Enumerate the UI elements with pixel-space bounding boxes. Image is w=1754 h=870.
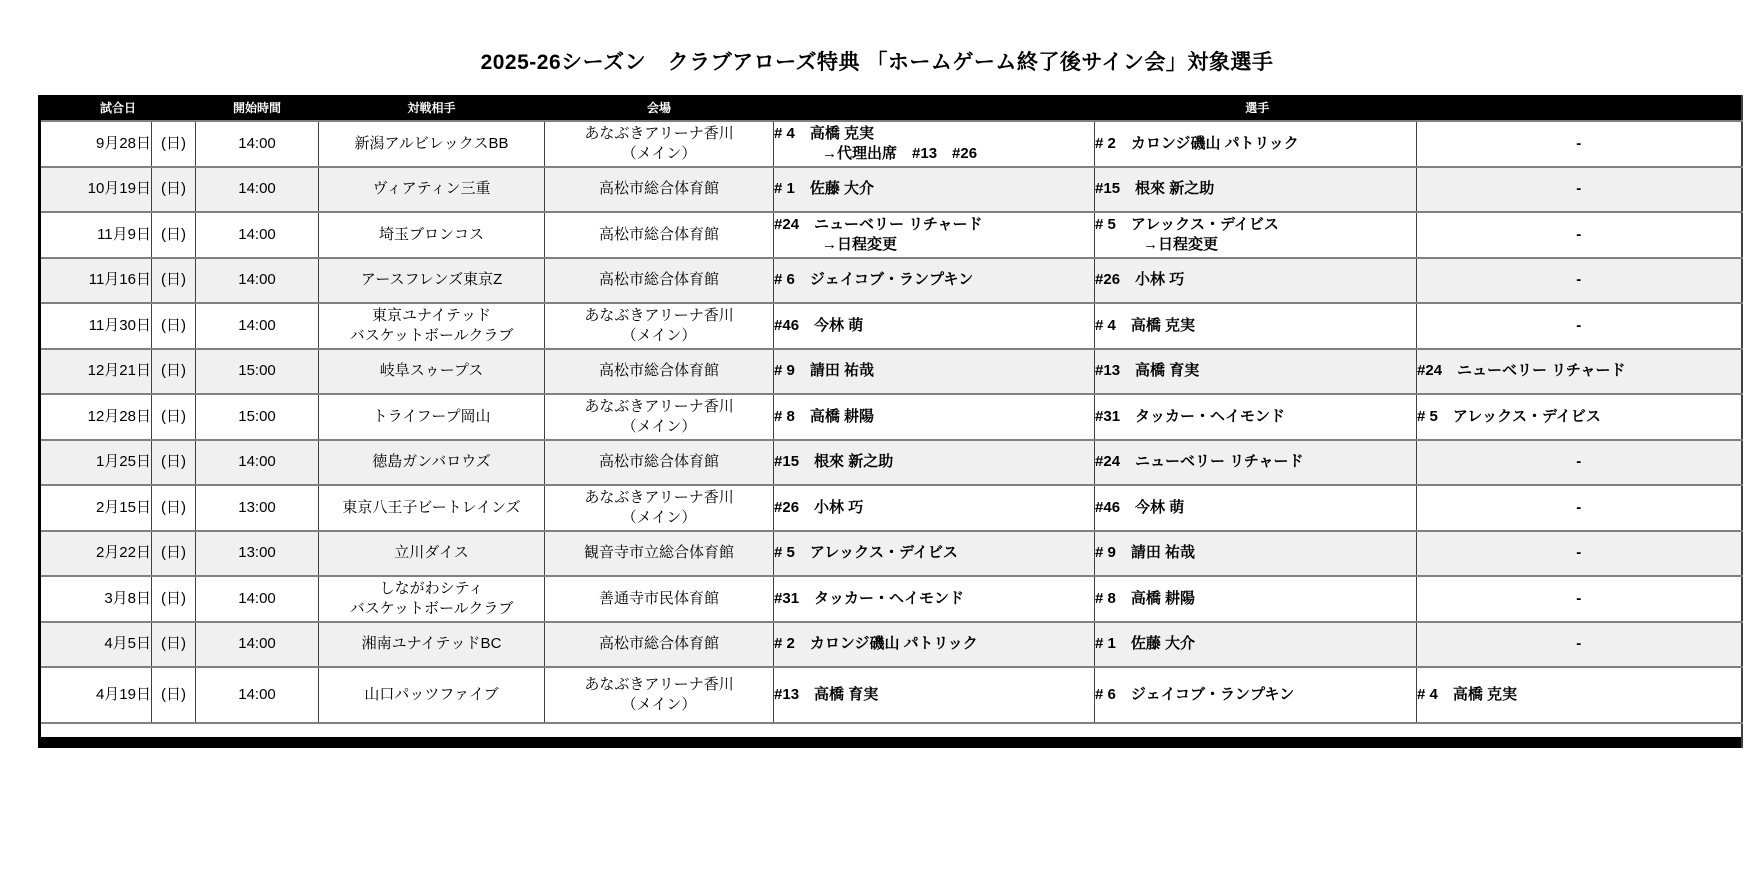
weekday-cell xyxy=(152,303,196,349)
header-players: 選手 xyxy=(774,96,1742,121)
player1-cell-line: # 5 アレックス・デイビス xyxy=(774,544,958,561)
weekday-cell-line: (日) xyxy=(161,685,186,703)
date-cell-line: 2月15日 xyxy=(95,498,151,516)
date-cell-line: 2月22日 xyxy=(95,544,151,561)
opponent-cell xyxy=(319,121,545,167)
player1-cell-line: # 8 高橋 耕陽 xyxy=(774,407,875,425)
opponent-cell xyxy=(319,167,545,212)
weekday-cell-line: (日) xyxy=(161,498,186,516)
time-cell-line: 14:00 xyxy=(238,453,276,470)
venue-cell-line: （メイン） xyxy=(621,508,697,526)
time-cell xyxy=(196,349,319,394)
venue-cell-line: 高松市総合体育館 xyxy=(599,271,720,288)
player1-cell xyxy=(774,576,1095,622)
date-cell-line: 11月16日 xyxy=(88,271,151,288)
player2-cell xyxy=(1095,531,1417,576)
date-cell-line: 9月28日 xyxy=(95,134,151,152)
opponent-cell-line: ヴィアティン三重 xyxy=(372,180,491,197)
player3-cell xyxy=(1417,622,1742,667)
weekday-cell-line: (日) xyxy=(161,316,186,334)
player1-cell xyxy=(774,531,1095,576)
opponent-cell-line: 新潟アルビレックスBB xyxy=(354,134,509,152)
table-row xyxy=(40,531,1742,576)
player2-cell-line: #15 根來 新之助 xyxy=(1095,180,1215,197)
weekday-cell xyxy=(152,394,196,440)
header-date: 試合日 xyxy=(40,96,196,121)
time-cell xyxy=(196,531,319,576)
opponent-cell-line: 東京ユナイテッド xyxy=(372,306,491,324)
table-row xyxy=(40,485,1742,531)
venue-cell-line: あなぶきアリーナ香川 xyxy=(584,675,734,693)
venue-cell-line: （メイン） xyxy=(621,417,697,435)
time-cell-line: 14:00 xyxy=(238,589,276,607)
time-cell xyxy=(196,121,319,167)
player2-cell xyxy=(1095,258,1417,303)
date-cell-line: 4月19日 xyxy=(95,685,151,703)
date-cell-line: 11月30日 xyxy=(88,316,151,334)
table-row xyxy=(40,303,1742,349)
venue-cell xyxy=(545,531,774,576)
weekday-cell xyxy=(152,622,196,667)
time-cell-line: 15:00 xyxy=(238,407,276,425)
opponent-cell-line: 山口パッツファイブ xyxy=(364,685,499,703)
weekday-cell xyxy=(152,121,196,167)
venue-cell xyxy=(545,667,774,723)
player2-cell-line: # 4 高橋 克実 xyxy=(1095,316,1196,334)
time-cell xyxy=(196,303,319,349)
player2-cell-line: # 1 佐藤 大介 xyxy=(1095,635,1196,652)
player1-cell xyxy=(774,349,1095,394)
player1-cell xyxy=(774,303,1095,349)
date-cell xyxy=(40,531,152,576)
schedule-table-body xyxy=(40,121,1742,723)
table-row xyxy=(40,622,1742,667)
player1-cell-line: #13 高橋 育実 xyxy=(774,685,879,703)
time-cell-line: 14:00 xyxy=(238,225,276,243)
table-footer xyxy=(40,723,1742,748)
player3-cell-line: - xyxy=(1576,316,1582,334)
player2-cell xyxy=(1095,576,1417,622)
time-cell-line: 13:00 xyxy=(238,544,276,561)
time-cell xyxy=(196,576,319,622)
player2-cell-line: # 9 請田 祐哉 xyxy=(1095,544,1196,561)
time-cell-line: 13:00 xyxy=(238,498,276,516)
weekday-cell-line: (日) xyxy=(161,362,186,379)
player1-cell xyxy=(774,667,1095,723)
time-cell-line: 14:00 xyxy=(238,685,276,703)
opponent-cell-line: バスケットボールクラブ xyxy=(349,599,514,617)
player2-cell xyxy=(1095,212,1417,258)
player2-cell-line: →日程変更 xyxy=(1143,235,1219,253)
weekday-cell xyxy=(152,667,196,723)
time-cell xyxy=(196,212,319,258)
weekday-cell xyxy=(152,440,196,485)
opponent-cell-line: 岐阜スゥープス xyxy=(379,362,484,379)
table-row xyxy=(40,394,1742,440)
table-bottom-bar xyxy=(40,737,1742,748)
opponent-cell-line: バスケットボールクラブ xyxy=(349,326,514,344)
weekday-cell xyxy=(152,212,196,258)
weekday-cell xyxy=(152,485,196,531)
player3-cell xyxy=(1417,121,1742,167)
player1-cell xyxy=(774,212,1095,258)
player3-cell-line: #24 ニューベリー リチャード xyxy=(1417,362,1626,379)
time-cell-line: 14:00 xyxy=(238,180,276,197)
venue-cell-line: （メイン） xyxy=(621,695,697,713)
header-opponent: 対戦相手 xyxy=(319,96,545,121)
venue-cell-line: あなぶきアリーナ香川 xyxy=(584,124,734,142)
table-header-row xyxy=(40,96,1742,121)
weekday-cell-line: (日) xyxy=(161,589,186,607)
page-title: 2025-26シーズン クラブアローズ特典 「ホームゲーム終了後サイン会」対象選手 xyxy=(480,51,1274,74)
player3-cell xyxy=(1417,212,1742,258)
opponent-cell xyxy=(319,667,545,723)
player2-cell xyxy=(1095,167,1417,212)
opponent-cell xyxy=(319,258,545,303)
player1-cell-line: # 1 佐藤 大介 xyxy=(774,180,875,197)
table-row xyxy=(40,576,1742,622)
time-cell-line: 14:00 xyxy=(238,316,276,334)
player1-cell-line: #24 ニューベリー リチャード xyxy=(774,215,983,233)
player3-cell xyxy=(1417,258,1742,303)
venue-cell-line: あなぶきアリーナ香川 xyxy=(584,306,734,324)
weekday-cell xyxy=(152,167,196,212)
date-cell-line: 4月5日 xyxy=(104,635,151,652)
opponent-cell xyxy=(319,622,545,667)
player3-cell xyxy=(1417,167,1742,212)
opponent-cell xyxy=(319,212,545,258)
player3-cell xyxy=(1417,531,1742,576)
venue-cell xyxy=(545,394,774,440)
venue-cell-line: あなぶきアリーナ香川 xyxy=(584,488,734,506)
weekday-cell-line: (日) xyxy=(161,134,186,152)
weekday-cell-line: (日) xyxy=(161,271,186,288)
player1-cell-line: # 2 カロンジ磯山 パトリック xyxy=(774,635,978,652)
player1-cell-line: →代理出席 #13 #26 xyxy=(822,144,978,162)
schedule-table xyxy=(38,95,1743,748)
time-cell-line: 15:00 xyxy=(238,362,276,379)
player2-cell xyxy=(1095,440,1417,485)
date-cell-line: 12月28日 xyxy=(87,407,151,425)
weekday-cell-line: (日) xyxy=(161,453,186,470)
time-cell xyxy=(196,485,319,531)
player2-cell-line: #46 今林 萌 xyxy=(1095,498,1185,516)
opponent-cell xyxy=(319,303,545,349)
player2-cell-line: # 5 アレックス・デイビス xyxy=(1095,215,1279,233)
venue-cell-line: 観音寺市立総合体育館 xyxy=(584,544,735,561)
table-row xyxy=(40,121,1742,167)
time-cell xyxy=(196,167,319,212)
venue-cell xyxy=(545,258,774,303)
player2-cell xyxy=(1095,622,1417,667)
player3-cell-line: # 5 アレックス・デイビス xyxy=(1417,407,1601,425)
player1-cell xyxy=(774,440,1095,485)
date-cell xyxy=(40,576,152,622)
time-cell xyxy=(196,258,319,303)
player2-cell-line: #31 タッカー・ヘイモンド xyxy=(1095,407,1286,425)
venue-cell-line: 高松市総合体育館 xyxy=(599,225,720,243)
weekday-cell-line: (日) xyxy=(161,180,186,197)
table-row xyxy=(40,258,1742,303)
player3-cell-line: - xyxy=(1576,544,1582,561)
table-row xyxy=(40,212,1742,258)
player1-cell xyxy=(774,167,1095,212)
opponent-cell xyxy=(319,394,545,440)
player2-cell-line: # 6 ジェイコブ・ランプキン xyxy=(1095,685,1295,703)
player1-cell-line: # 6 ジェイコブ・ランプキン xyxy=(774,271,974,288)
player2-cell xyxy=(1095,303,1417,349)
player1-cell xyxy=(774,258,1095,303)
weekday-cell xyxy=(152,349,196,394)
opponent-cell-line: 立川ダイス xyxy=(394,544,469,561)
time-cell xyxy=(196,622,319,667)
player2-cell xyxy=(1095,485,1417,531)
player1-cell xyxy=(774,485,1095,531)
date-cell xyxy=(40,167,152,212)
venue-cell xyxy=(545,212,774,258)
date-cell xyxy=(40,667,152,723)
player2-cell-line: # 2 カロンジ磯山 パトリック xyxy=(1095,134,1299,152)
date-cell-line: 11月9日 xyxy=(97,225,151,243)
time-cell-line: 14:00 xyxy=(238,271,276,288)
player2-cell xyxy=(1095,667,1417,723)
opponent-cell xyxy=(319,485,545,531)
venue-cell xyxy=(545,485,774,531)
venue-cell-line: あなぶきアリーナ香川 xyxy=(584,397,734,415)
player1-cell-line: #31 タッカー・ヘイモンド xyxy=(774,589,965,607)
player3-cell xyxy=(1417,485,1742,531)
header-venue: 会場 xyxy=(545,96,774,121)
date-cell-line: 3月8日 xyxy=(104,589,151,607)
opponent-cell-line: 埼玉ブロンコス xyxy=(379,225,485,243)
venue-cell-line: 高松市総合体育館 xyxy=(599,180,720,197)
player3-cell-line: - xyxy=(1576,225,1582,243)
venue-cell-line: 高松市総合体育館 xyxy=(599,453,720,470)
time-cell xyxy=(196,667,319,723)
player3-cell xyxy=(1417,349,1742,394)
player2-cell xyxy=(1095,349,1417,394)
weekday-cell-line: (日) xyxy=(161,407,186,425)
time-cell-line: 14:00 xyxy=(238,635,276,652)
opponent-cell xyxy=(319,440,545,485)
opponent-cell-line: 湘南ユナイテッドBC xyxy=(361,635,502,652)
player3-cell xyxy=(1417,394,1742,440)
date-cell-line: 10月19日 xyxy=(87,180,151,197)
player1-cell xyxy=(774,622,1095,667)
player3-cell xyxy=(1417,303,1742,349)
time-cell-line: 14:00 xyxy=(238,134,276,152)
player1-cell-line: →日程変更 xyxy=(822,235,898,253)
opponent-cell-line: 東京八王子ビートレインズ xyxy=(342,498,521,516)
player1-cell-line: #46 今林 萌 xyxy=(774,316,864,334)
venue-cell-line: 高松市総合体育館 xyxy=(599,635,720,652)
player3-cell xyxy=(1417,576,1742,622)
time-cell xyxy=(196,440,319,485)
opponent-cell xyxy=(319,576,545,622)
table-row xyxy=(40,349,1742,394)
player3-cell xyxy=(1417,667,1742,723)
player1-cell-line: #15 根來 新之助 xyxy=(774,453,894,470)
header-time: 開始時間 xyxy=(196,96,319,121)
player2-cell xyxy=(1095,394,1417,440)
date-cell xyxy=(40,303,152,349)
player3-cell-line: - xyxy=(1576,498,1582,516)
weekday-cell-line: (日) xyxy=(161,544,186,561)
time-cell xyxy=(196,394,319,440)
date-cell xyxy=(40,121,152,167)
venue-cell xyxy=(545,576,774,622)
table-row xyxy=(40,440,1742,485)
opponent-cell-line: トライフープ岡山 xyxy=(372,407,491,425)
venue-cell-line: （メイン） xyxy=(621,326,697,344)
player1-cell-line: # 9 請田 祐哉 xyxy=(774,362,875,379)
venue-cell xyxy=(545,349,774,394)
date-cell xyxy=(40,212,152,258)
player1-cell xyxy=(774,394,1095,440)
player2-cell-line: #24 ニューベリー リチャード xyxy=(1095,453,1304,470)
weekday-cell xyxy=(152,531,196,576)
opponent-cell-line: しながわシティ xyxy=(379,579,484,597)
player3-cell-line: - xyxy=(1576,134,1582,152)
date-cell xyxy=(40,622,152,667)
player1-cell xyxy=(774,121,1095,167)
venue-cell xyxy=(545,303,774,349)
player3-cell-line: - xyxy=(1576,635,1582,652)
weekday-cell-line: (日) xyxy=(161,635,186,652)
player1-cell-line: #26 小林 巧 xyxy=(774,498,864,516)
table-row xyxy=(40,667,1742,723)
player2-cell-line: #13 高橋 育実 xyxy=(1095,362,1200,379)
date-cell-line: 12月21日 xyxy=(87,362,151,379)
player3-cell-line: - xyxy=(1576,180,1582,197)
date-cell xyxy=(40,440,152,485)
player1-cell-line: # 4 高橋 克実 xyxy=(774,124,875,142)
weekday-cell xyxy=(152,258,196,303)
date-cell xyxy=(40,394,152,440)
table-bottom-spacer xyxy=(40,723,1742,737)
opponent-cell-line: アースフレンズ東京Z xyxy=(360,271,503,288)
venue-cell xyxy=(545,440,774,485)
player3-cell-line: # 4 高橋 克実 xyxy=(1417,685,1518,703)
venue-cell-line: 善通寺市民体育館 xyxy=(599,589,720,607)
table-row xyxy=(40,167,1742,212)
date-cell xyxy=(40,349,152,394)
weekday-cell-line: (日) xyxy=(161,225,186,243)
opponent-cell xyxy=(319,349,545,394)
date-cell xyxy=(40,485,152,531)
venue-cell-line: 高松市総合体育館 xyxy=(599,362,720,379)
player2-cell-line: #26 小林 巧 xyxy=(1095,271,1185,288)
date-cell xyxy=(40,258,152,303)
player3-cell xyxy=(1417,440,1742,485)
opponent-cell xyxy=(319,531,545,576)
player3-cell-line: - xyxy=(1576,271,1582,288)
date-cell-line: 1月25日 xyxy=(95,453,151,470)
venue-cell-line: （メイン） xyxy=(621,144,697,162)
weekday-cell xyxy=(152,576,196,622)
venue-cell xyxy=(545,622,774,667)
player2-cell-line: # 8 高橋 耕陽 xyxy=(1095,589,1196,607)
player3-cell-line: - xyxy=(1576,453,1582,470)
player2-cell xyxy=(1095,121,1417,167)
player3-cell-line: - xyxy=(1576,589,1582,607)
venue-cell xyxy=(545,167,774,212)
venue-cell xyxy=(545,121,774,167)
opponent-cell-line: 徳島ガンバロウズ xyxy=(372,453,491,470)
